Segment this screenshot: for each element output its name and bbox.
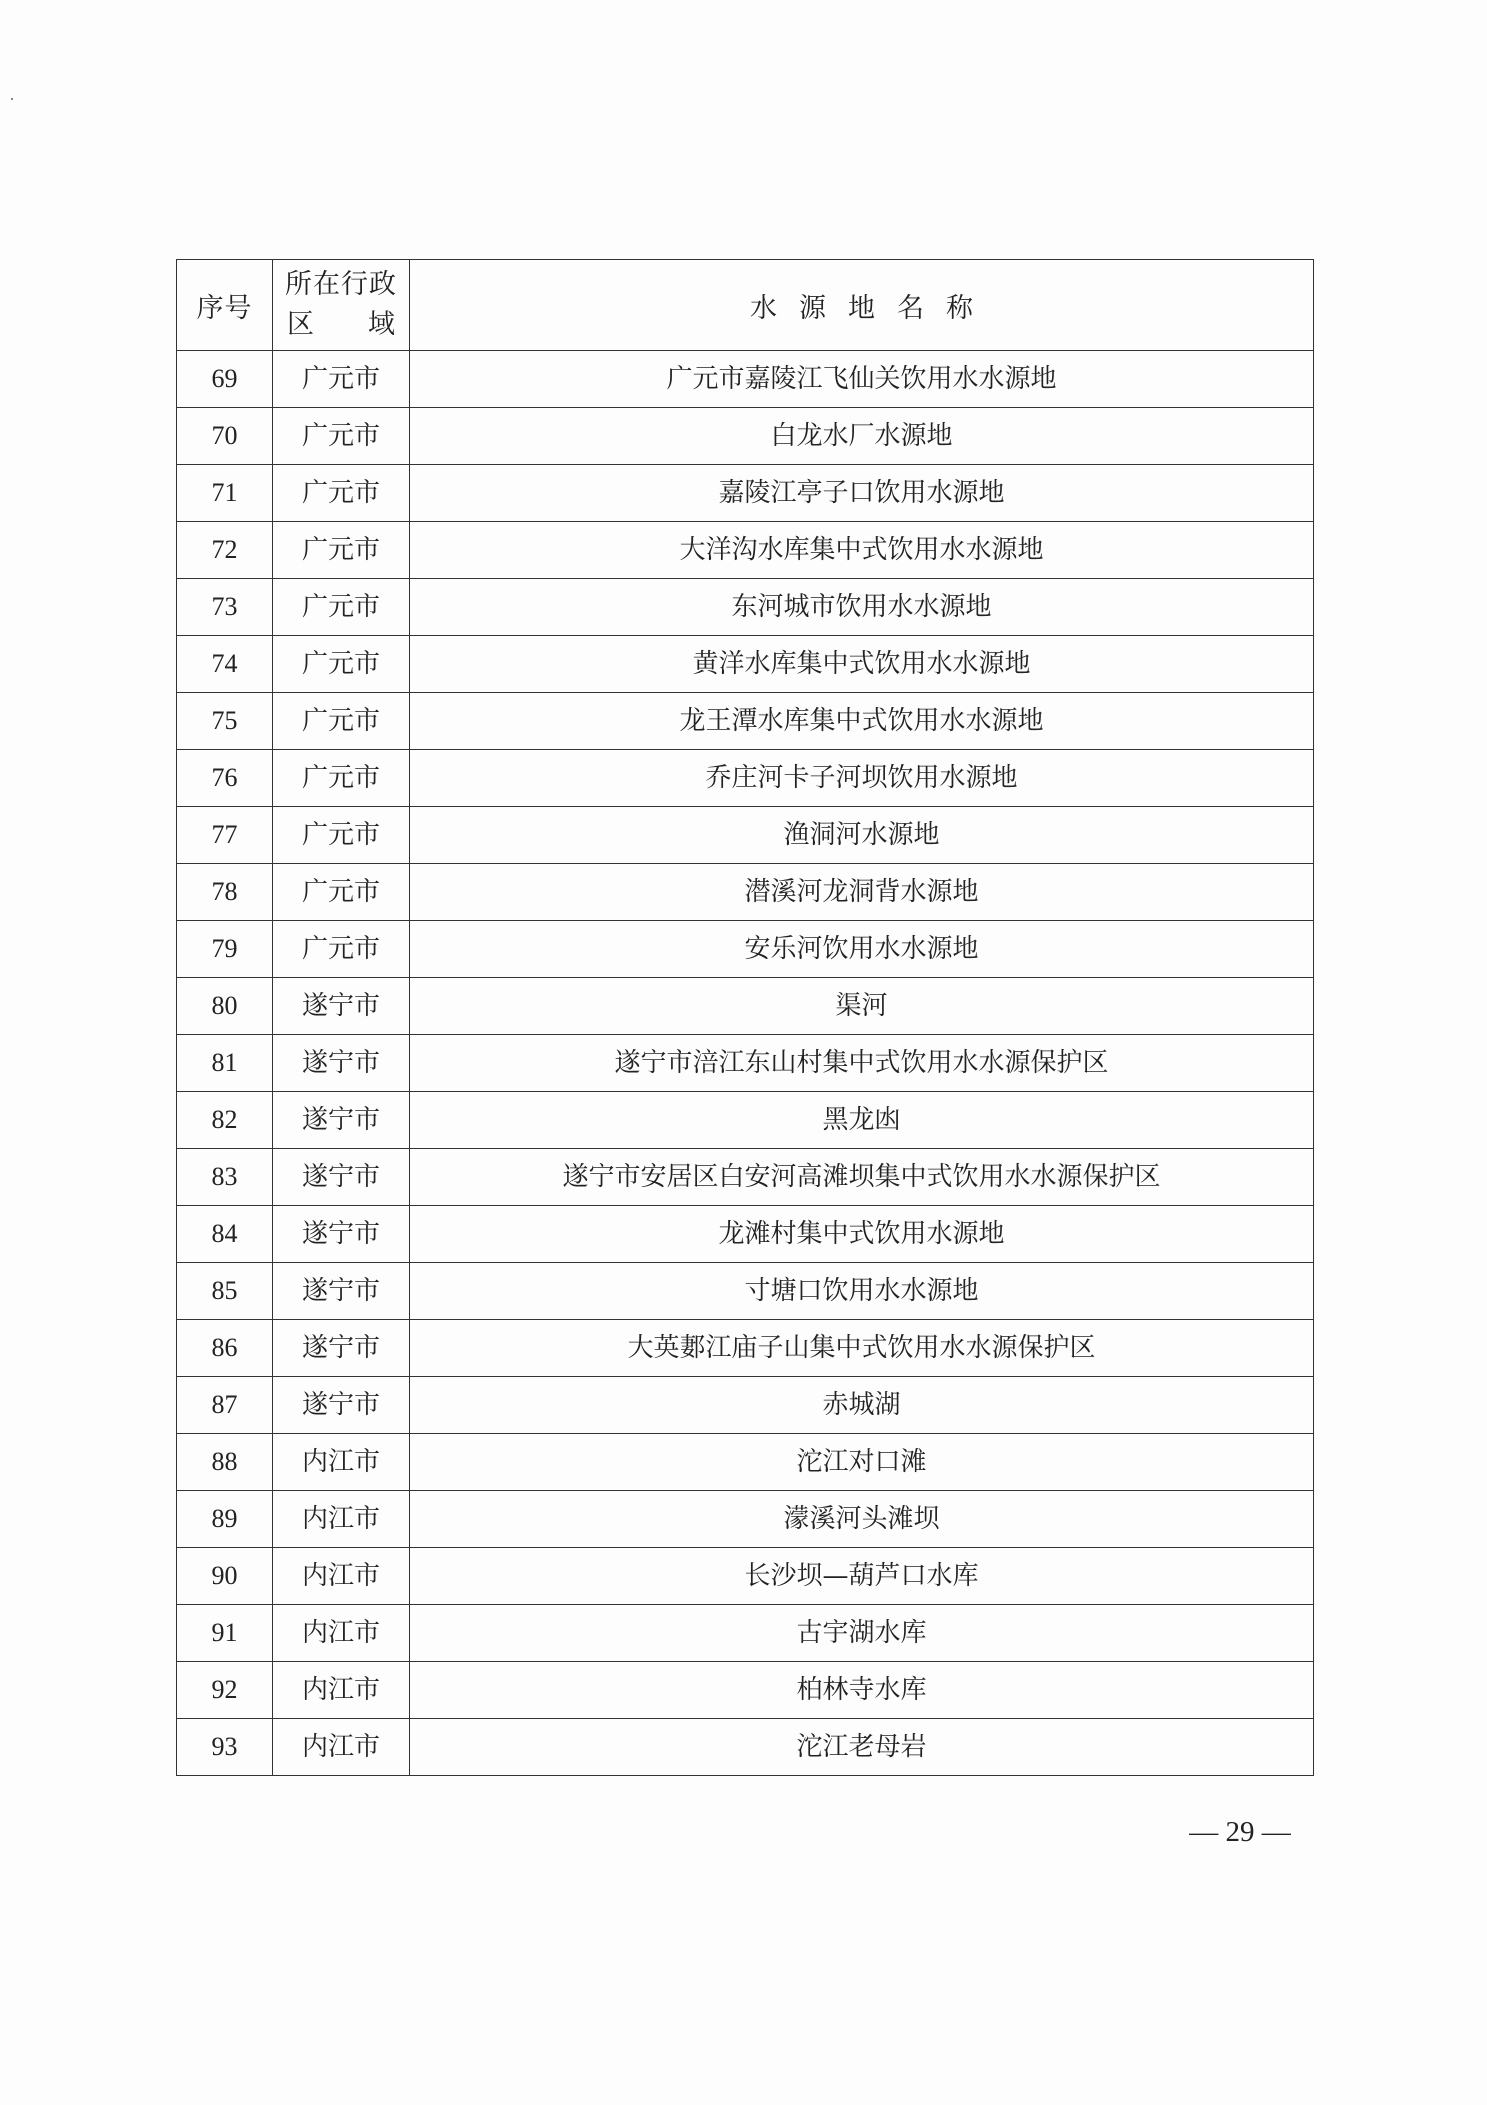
cell-serial-number: 69: [177, 351, 273, 408]
header-region-line1: 所在行政: [285, 269, 397, 300]
cell-source-name: 大洋沟水库集中式饮用水水源地: [410, 522, 1314, 579]
table-row: [177, 693, 1314, 750]
table-row: [177, 1434, 1314, 1491]
cell-region: 广元市: [273, 807, 410, 864]
cell-source-name: 柏林寺水库: [410, 1662, 1314, 1719]
table-row: [177, 807, 1314, 864]
cell-serial-number: 72: [177, 522, 273, 579]
table-row: [177, 522, 1314, 579]
cell-source-name: 龙王潭水库集中式饮用水水源地: [410, 693, 1314, 750]
cell-serial-number: 87: [177, 1377, 273, 1434]
header-region: [273, 260, 410, 351]
cell-source-name: 乔庄河卡子河坝饮用水源地: [410, 750, 1314, 807]
cell-serial-number: 75: [177, 693, 273, 750]
cell-source-name: 沱江老母岩: [410, 1719, 1314, 1776]
scan-dot: [11, 98, 13, 100]
cell-source-name: 渠河: [410, 978, 1314, 1035]
cell-source-name: 白龙水厂水源地: [410, 408, 1314, 465]
cell-region: 广元市: [273, 408, 410, 465]
cell-source-name: 古宇湖水库: [410, 1605, 1314, 1662]
header-source-name-label: 水源地名称: [750, 292, 995, 324]
table-row: [177, 1548, 1314, 1605]
table-row: [177, 408, 1314, 465]
table-row: [177, 1377, 1314, 1434]
cell-serial-number: 74: [177, 636, 273, 693]
cell-source-name: 潜溪河龙洞背水源地: [410, 864, 1314, 921]
cell-source-name: 赤城湖: [410, 1377, 1314, 1434]
cell-source-name: 广元市嘉陵江飞仙关饮用水水源地: [410, 351, 1314, 408]
cell-source-name: 沱江对口滩: [410, 1434, 1314, 1491]
cell-serial-number: 93: [177, 1719, 273, 1776]
table-row: [177, 750, 1314, 807]
cell-source-name: 濛溪河头滩坝: [410, 1491, 1314, 1548]
water-source-table: [176, 259, 1314, 1776]
table-row: [177, 1092, 1314, 1149]
cell-serial-number: 78: [177, 864, 273, 921]
table-row: [177, 864, 1314, 921]
cell-serial-number: 80: [177, 978, 273, 1035]
cell-serial-number: 79: [177, 921, 273, 978]
cell-region: 广元市: [273, 750, 410, 807]
cell-region: 广元市: [273, 636, 410, 693]
cell-region: 遂宁市: [273, 1263, 410, 1320]
cell-source-name: 寸塘口饮用水水源地: [410, 1263, 1314, 1320]
cell-region: 遂宁市: [273, 978, 410, 1035]
cell-region: 遂宁市: [273, 1206, 410, 1263]
cell-region: 广元市: [273, 522, 410, 579]
cell-serial-number: 88: [177, 1434, 273, 1491]
cell-region: 广元市: [273, 864, 410, 921]
cell-source-name: 东河城市饮用水水源地: [410, 579, 1314, 636]
table-row: [177, 636, 1314, 693]
cell-serial-number: 83: [177, 1149, 273, 1206]
cell-serial-number: 92: [177, 1662, 273, 1719]
cell-serial-number: 70: [177, 408, 273, 465]
cell-serial-number: 89: [177, 1491, 273, 1548]
cell-region: 内江市: [273, 1491, 410, 1548]
table-row: [177, 579, 1314, 636]
header-region-line2: 区域: [287, 309, 395, 340]
cell-source-name: 黑龙凼: [410, 1092, 1314, 1149]
table-header-row: [177, 260, 1314, 351]
cell-region: 广元市: [273, 921, 410, 978]
cell-source-name: 渔洞河水源地: [410, 807, 1314, 864]
cell-region: 遂宁市: [273, 1035, 410, 1092]
cell-serial-number: 73: [177, 579, 273, 636]
table-row: [177, 1035, 1314, 1092]
header-serial-number: [177, 260, 273, 351]
table-row: [177, 1662, 1314, 1719]
table-row: [177, 1719, 1314, 1776]
table-row: [177, 921, 1314, 978]
page-number: — 29 —: [1189, 1816, 1291, 1848]
cell-source-name: 嘉陵江亭子口饮用水源地: [410, 465, 1314, 522]
cell-source-name: 龙滩村集中式饮用水源地: [410, 1206, 1314, 1263]
cell-region: 广元市: [273, 579, 410, 636]
table-row: [177, 1263, 1314, 1320]
cell-region: 内江市: [273, 1719, 410, 1776]
cell-region: 遂宁市: [273, 1092, 410, 1149]
cell-source-name: 大英郪江庙子山集中式饮用水水源保护区: [410, 1320, 1314, 1377]
table-row: [177, 1491, 1314, 1548]
cell-region: 遂宁市: [273, 1149, 410, 1206]
cell-region: 遂宁市: [273, 1377, 410, 1434]
table-row: [177, 1149, 1314, 1206]
table-row: [177, 1206, 1314, 1263]
cell-serial-number: 86: [177, 1320, 273, 1377]
cell-serial-number: 76: [177, 750, 273, 807]
cell-serial-number: 90: [177, 1548, 273, 1605]
cell-source-name: 遂宁市安居区白安河高滩坝集中式饮用水水源保护区: [410, 1149, 1314, 1206]
table-row: [177, 351, 1314, 408]
cell-source-name: 长沙坝—葫芦口水库: [410, 1548, 1314, 1605]
cell-region: 广元市: [273, 693, 410, 750]
cell-serial-number: 84: [177, 1206, 273, 1263]
cell-serial-number: 85: [177, 1263, 273, 1320]
cell-serial-number: 71: [177, 465, 273, 522]
cell-region: 内江市: [273, 1434, 410, 1491]
cell-serial-number: 82: [177, 1092, 273, 1149]
table-body: [177, 351, 1314, 1776]
cell-region: 广元市: [273, 351, 410, 408]
table-row: [177, 1320, 1314, 1377]
cell-serial-number: 81: [177, 1035, 273, 1092]
table-row: [177, 465, 1314, 522]
header-serial-number-label: 序号: [196, 292, 253, 324]
table-row: [177, 1605, 1314, 1662]
cell-source-name: 安乐河饮用水水源地: [410, 921, 1314, 978]
cell-source-name: 黄洋水库集中式饮用水水源地: [410, 636, 1314, 693]
header-source-name: [410, 260, 1314, 351]
cell-region: 内江市: [273, 1605, 410, 1662]
cell-region: 广元市: [273, 465, 410, 522]
cell-region: 内江市: [273, 1662, 410, 1719]
cell-region: 遂宁市: [273, 1320, 410, 1377]
cell-source-name: 遂宁市涪江东山村集中式饮用水水源保护区: [410, 1035, 1314, 1092]
table-row: [177, 978, 1314, 1035]
cell-serial-number: 77: [177, 807, 273, 864]
cell-serial-number: 91: [177, 1605, 273, 1662]
cell-region: 内江市: [273, 1548, 410, 1605]
